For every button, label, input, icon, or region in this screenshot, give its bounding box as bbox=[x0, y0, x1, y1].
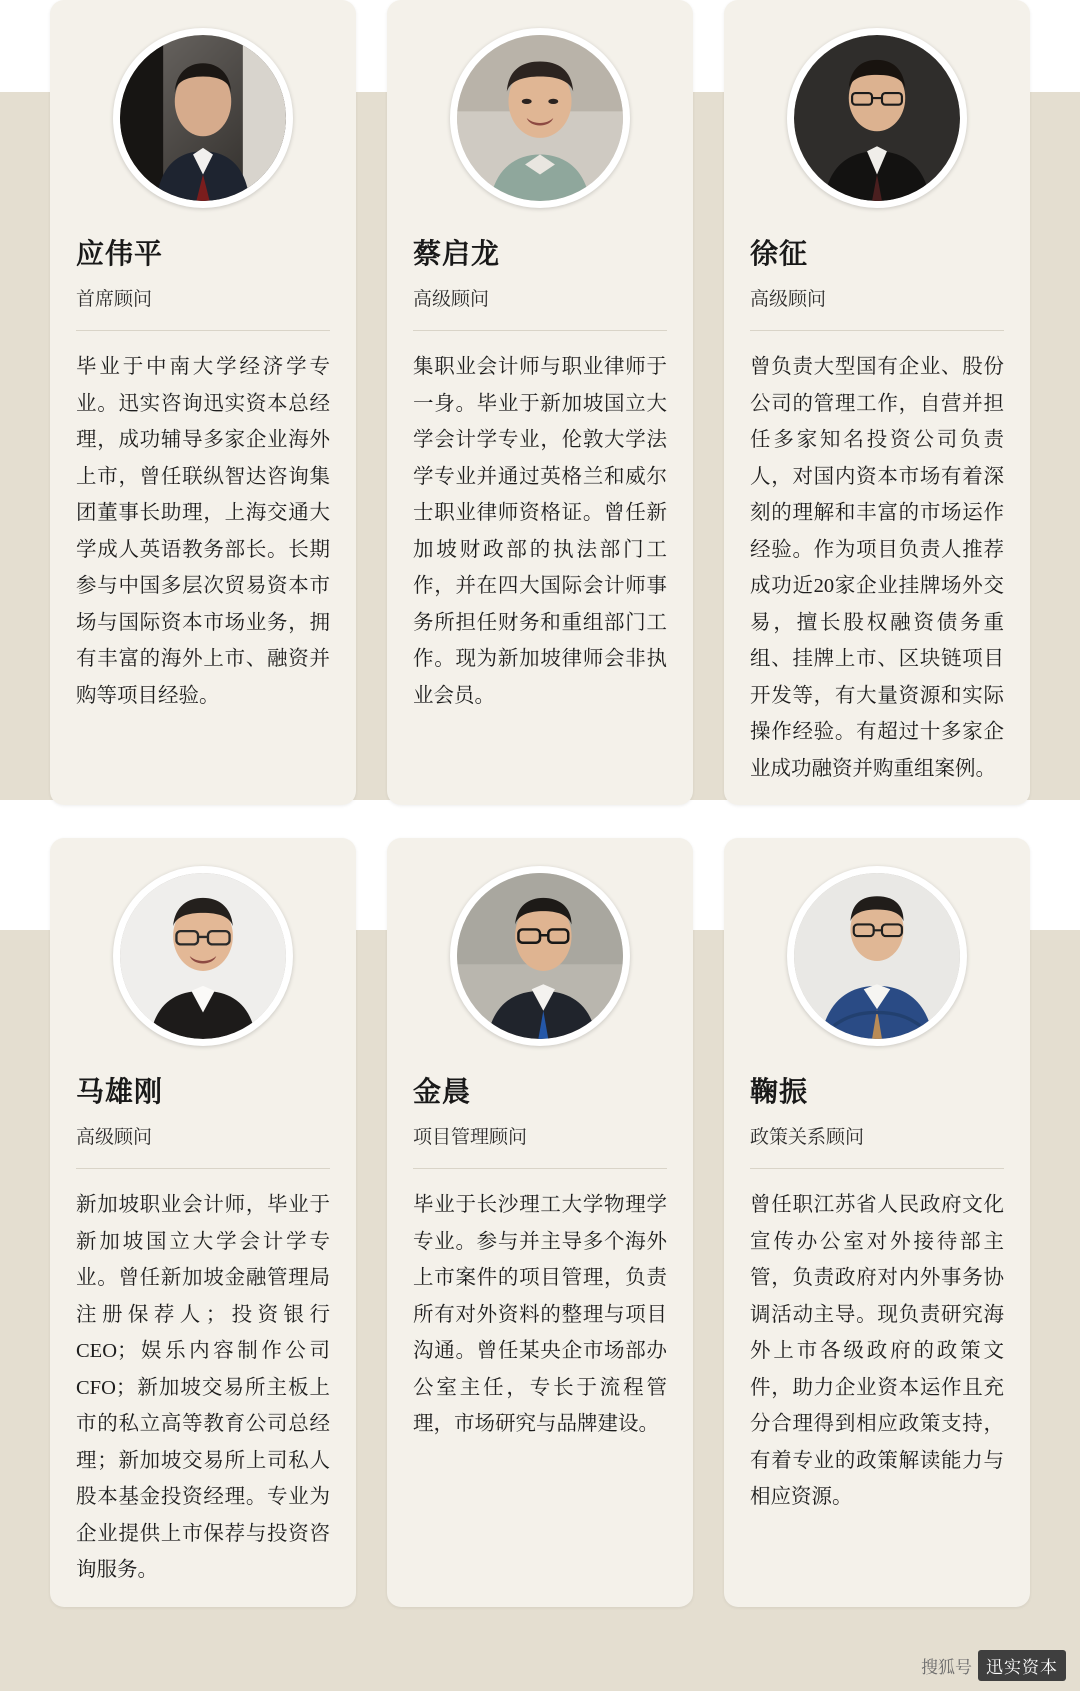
portrait-ying-weiping bbox=[120, 35, 286, 201]
person-bio: 新加坡职业会计师，毕业于新加坡国立大学会计学专业。曾任新加坡金融管理局注册保荐人；投资银行CEO；娱乐内容制作公司CFO；新加坡交易所主板上市的私立高等教育公司总经理；新加坡交易所上司私人股本基金投资经理。专业为企业提供上市保荐与投资咨询服务。 bbox=[76, 1194, 330, 1582]
divider bbox=[413, 1168, 667, 1169]
person-name: 鞠振 bbox=[750, 1077, 809, 1108]
person-title: 首席顾问 bbox=[76, 288, 153, 310]
person-bio: 曾任职江苏省人民政府文化宣传办公室对外接待部主管，负责政府对内外事务协调活动主导。现负责研究海外上市各级政府的政策文件，助力企业资本运作且充分合理得到相应政策支持，有着专业的政策解读能力与相应资源。 bbox=[750, 1194, 1004, 1509]
portrait-xu-zheng bbox=[794, 35, 960, 201]
person-bio: 集职业会计师与职业律师于一身。毕业于新加坡国立大学会计学专业，伦敦大学法学专业并通过英格兰和威尔士职业律师资格证。曾任新加坡财政部的执法部门工作，并在四大国际会计师事务所担任财务和重组部门工作。现为新加坡律师会非执业会员。 bbox=[413, 356, 667, 707]
portrait-jin-chen bbox=[457, 873, 623, 1039]
person-name: 蔡启龙 bbox=[413, 239, 501, 270]
advisor-row-1 bbox=[0, 0, 1080, 805]
person-title: 项目管理顾问 bbox=[413, 1126, 528, 1148]
avatar bbox=[787, 28, 967, 208]
person-title: 高级顾问 bbox=[413, 288, 490, 310]
advisor-card bbox=[387, 0, 693, 805]
person-name: 马雄刚 bbox=[76, 1077, 164, 1108]
avatar bbox=[787, 866, 967, 1046]
person-name: 应伟平 bbox=[76, 239, 164, 270]
person-name: 徐征 bbox=[750, 239, 809, 270]
portrait-cai-qilong bbox=[457, 35, 623, 201]
advisor-card bbox=[50, 0, 356, 805]
person-title: 高级顾问 bbox=[76, 1126, 153, 1148]
person-title: 政策关系顾问 bbox=[750, 1126, 865, 1148]
person-title: 高级顾问 bbox=[750, 288, 827, 310]
watermark-brand: 迅实资本 bbox=[978, 1650, 1066, 1681]
advisor-row-2 bbox=[0, 838, 1080, 1607]
avatar bbox=[450, 28, 630, 208]
portrait-ma-xionggang bbox=[120, 873, 286, 1039]
divider bbox=[750, 330, 1004, 331]
advisor-card bbox=[724, 838, 1030, 1607]
advisor-card bbox=[387, 838, 693, 1607]
portrait-ju-zhen bbox=[794, 873, 960, 1039]
divider bbox=[76, 1168, 330, 1169]
advisor-card bbox=[50, 838, 356, 1607]
divider bbox=[750, 1168, 1004, 1169]
avatar bbox=[450, 866, 630, 1046]
watermark bbox=[921, 1650, 1066, 1681]
watermark-prefix: 搜狐号 bbox=[921, 1658, 972, 1677]
avatar bbox=[113, 28, 293, 208]
person-bio: 曾负责大型国有企业、股份公司的管理工作，自营并担任多家知名投资公司负责人，对国内资本市场有着深刻的理解和丰富的市场运作经验。作为项目负责人推荐成功近20家企业挂牌场外交易，擅长股权融资债务重组、挂牌上市、区块链项目开发等，有大量资源和实际操作经验。有超过十多家企业成功融资并购重组案例。 bbox=[750, 356, 1004, 780]
person-name: 金晨 bbox=[413, 1077, 472, 1108]
person-bio: 毕业于长沙理工大学物理学专业。参与并主导多个海外上市案件的项目管理，负责所有对外资料的整理与项目沟通。曾任某央企市场部办公室主任，专长于流程管理，市场研究与品牌建设。 bbox=[413, 1194, 667, 1436]
person-bio: 毕业于中南大学经济学专业。迅实咨询迅实资本总经理，成功辅导多家企业海外上市，曾任联纵智达咨询集团董事长助理，上海交通大学成人英语教务部长。长期参与中国多层次贸易资本市场与国际资本市场业务，拥有丰富的海外上市、融资并购等项目经验。 bbox=[76, 356, 330, 707]
divider bbox=[413, 330, 667, 331]
divider bbox=[76, 330, 330, 331]
advisor-card bbox=[724, 0, 1030, 805]
avatar bbox=[113, 866, 293, 1046]
